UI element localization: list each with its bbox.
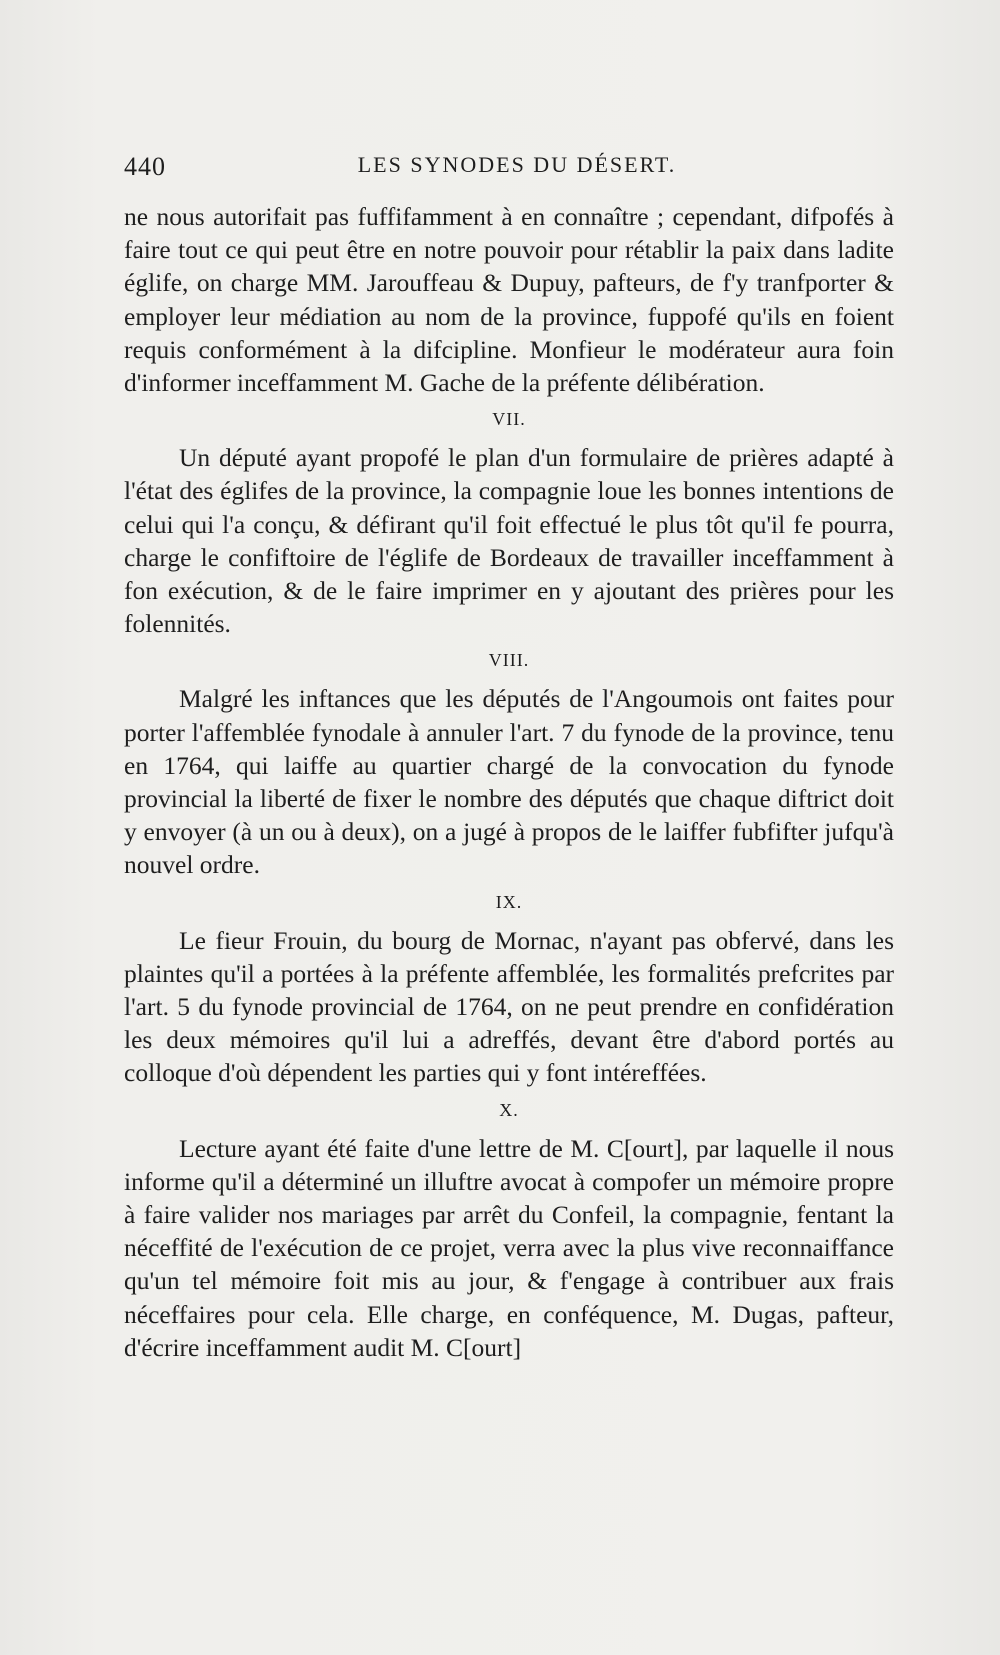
article-heading-viii: VIII. xyxy=(488,650,530,671)
article-heading-vii: VII. xyxy=(492,409,526,430)
page-header xyxy=(124,152,880,192)
page-body xyxy=(124,200,894,1364)
article-heading-x: X. xyxy=(499,1099,519,1120)
paragraph-article-viii: Malgré les inftances que les députés de l'Angoumois ont faites pour porter l'affemblée fynodale à annuler l'art. 7 du fynode de la province, tenu en 1764, qui laiffe au quartier chargé de la convocation du fynode provincial la liberté de fixer le nombre des députés que chaque diftrict doit y envoyer (à un ou à deux), on a jugé à propos de le laiffer fubfifter jufqu'à nouvel ordre. xyxy=(124,684,894,880)
paragraph-article-ix: Le fieur Frouin, du bourg de Mornac, n'ayant pas obfervé, dans les plaintes qu'il a portées à la préfente affemblée, les formalités prefcrites par l'art. 5 du fynode provincial de 1764, on ne peut prendre en confidération les deux mémoires qu'il lui a adreffés, devant être d'abord portés au colloque d'où dépendent les parties qui y font intéreffées. xyxy=(124,925,894,1088)
paragraph-article-x: Lecture ayant été faite d'une lettre de M. C[ourt], par laquelle il nous informe qu'il a déterminé un illuftre avocat à compofer un mémoire propre à faire valider nos mariages par arrêt du Confeil, la compagnie, fentant la néceffité de l'exécution de ce projet, verra avec la plus vive reconnaiffance qu'un tel mémoire foit mis au jour, & f'engage à contribuer aux frais néceffaires pour cela. Elle charge, en conféquence, M. Dugas, pafteur, d'écrire inceffamment audit M. C[ourt] xyxy=(124,1133,894,1362)
running-title: LES SYNODES DU DÉSERT. xyxy=(357,152,677,177)
page-number: 440 xyxy=(124,152,166,181)
paragraph-continuation: ne nous autorifait pas fuffifamment à en connaître ; cependant, difpofés à faire tout ce qui peut être en notre pouvoir pour rétablir la paix dans ladite églife, on charge MM. Jarouffeau & Dupuy, pafteurs, de f'y tranfporter & employer leur médiation au nom de la province, fuppofé qu'ils en foient requis conformément à la difcipline. Monfieur le modérateur aura foin d'informer inceffamment M. Gache de la préfente délibération. xyxy=(124,202,894,398)
article-heading-ix: IX. xyxy=(495,891,523,912)
paragraph-article-vii: Un député ayant propofé le plan d'un formulaire de prières adapté à l'état des églifes de la province, la compagnie loue les bonnes intentions de celui qui l'a conçu, & défirant qu'il foit effectué le plus tôt qu'il fe pourra, charge le confiftoire de l'églife de Bordeaux de travailler inceffamment à fon exécution, & de le faire imprimer en y ajoutant des prières pour les folennités. xyxy=(124,443,894,639)
